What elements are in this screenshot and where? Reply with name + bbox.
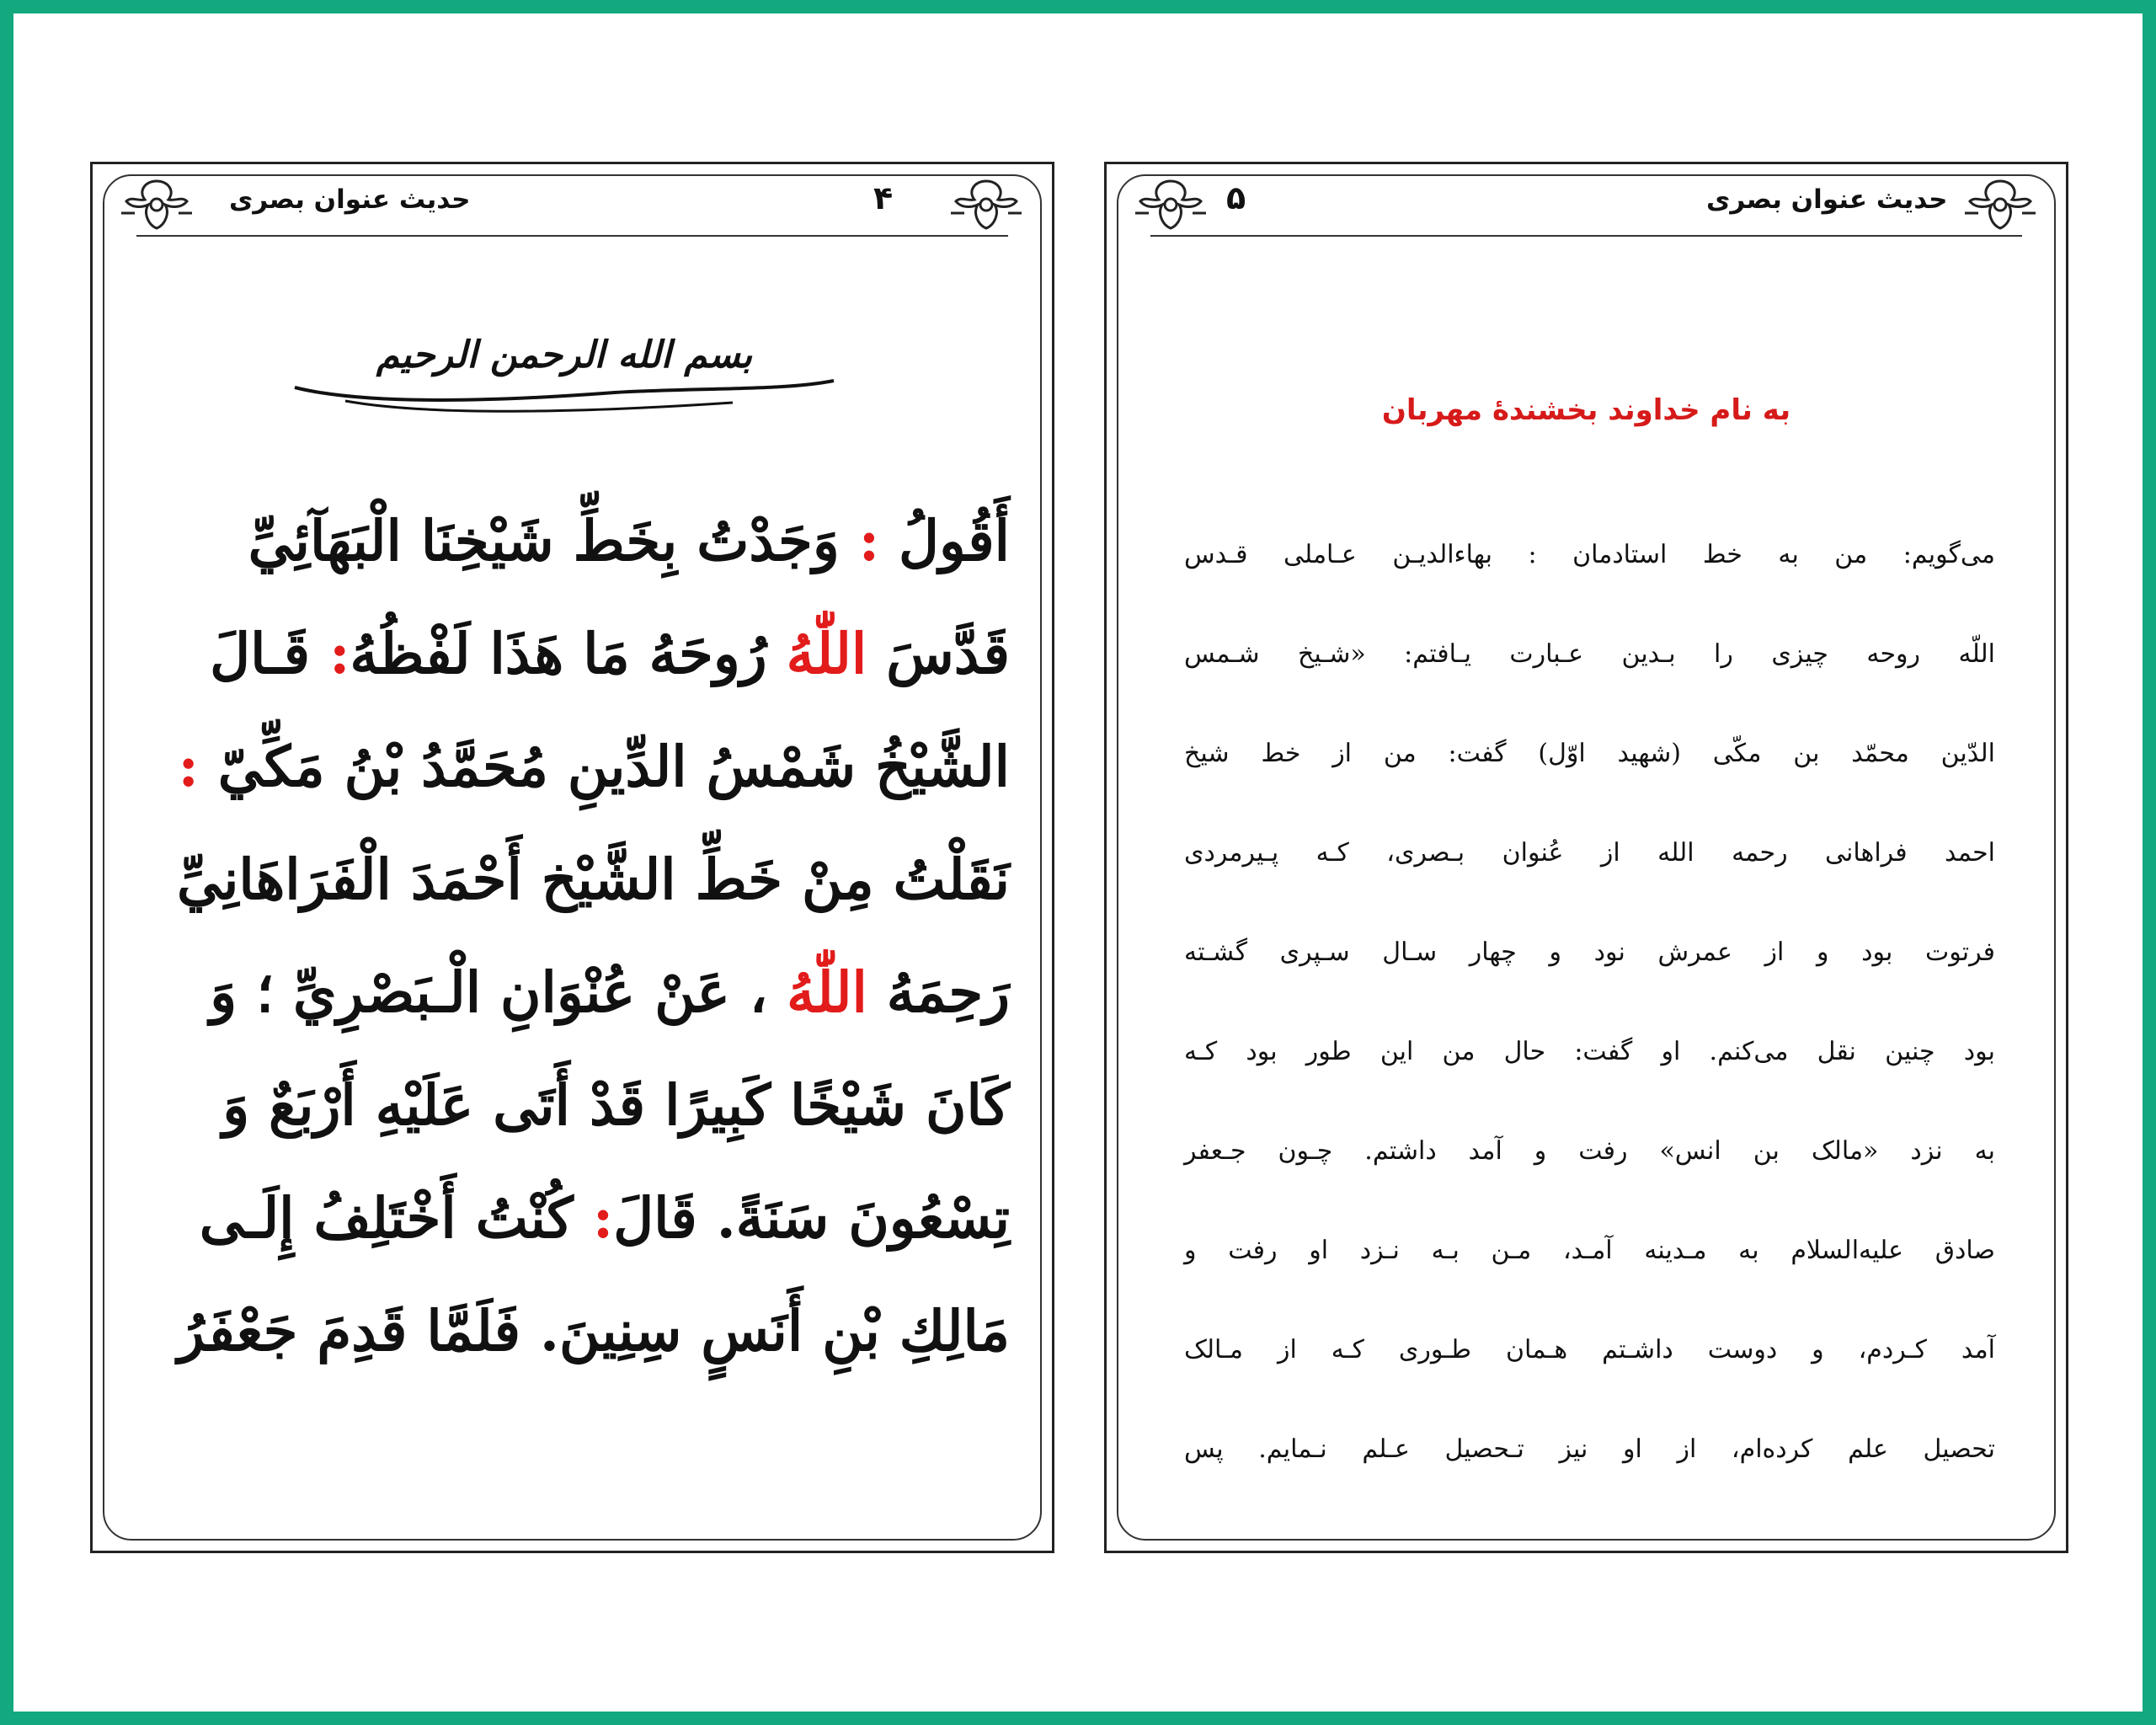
page-heading: به نام خداوند بخشندهٔ مهربان bbox=[1381, 393, 1791, 427]
header-title: حديث عنوان بصرى bbox=[229, 184, 471, 215]
basmala-text: بسم الله الرحمن الرحيم bbox=[376, 334, 753, 377]
page-number: ۴ bbox=[873, 179, 894, 216]
arabic-text-line bbox=[135, 710, 1010, 823]
text-segment: ، عَنْ عُنْوَانِ الْـبَصْرِيِّ ؛ وَ bbox=[210, 959, 787, 1025]
persian-text-line: الدّین محمّد بن مکّی (شهید اوّل) گفت: من از خط شیخ bbox=[1184, 739, 1995, 768]
left-page bbox=[90, 162, 1054, 1553]
text-segment: الشَّيْخُ شَمْسُ الدِّينِ مُحَمَّدُ بْنُ مَكِّيّ bbox=[198, 734, 1010, 799]
highlighted-word: اللّٰهُ bbox=[786, 621, 867, 686]
text-segment: مَالِكِ بْنِ أَنَسٍ سِنِينَ. فَلَمَّا قَدِمَ جَعْفَرُ bbox=[177, 1298, 1010, 1364]
text-segment: كَانَ شَيْخًا كَبِيرًا قَدْ أَتَى عَلَيْهِ أَرْبَعٌ وَ bbox=[222, 1072, 1010, 1138]
page-number: ۵ bbox=[1226, 179, 1246, 216]
book-spread bbox=[13, 13, 2143, 1712]
text-segment: رَحِمَهُ bbox=[867, 959, 1010, 1025]
highlighted-word: : bbox=[329, 621, 350, 686]
persian-text-line: احمد فراهانی رحمه الله از عُنوان بـصری، کـه پـیرمردی bbox=[1184, 838, 1995, 868]
persian-text-line: بود چنین نقل می‌کنم. او گفت: حال من این طور بود کـه bbox=[1184, 1037, 1995, 1066]
text-segment: نَقَلْتُ مِنْ خَطِّ الشَّيْخ أَحْمَدَ الْفَرَاهَانِيِّ bbox=[176, 846, 1010, 912]
arabic-text-line bbox=[135, 597, 1010, 710]
header-title: حدیث عنوان بصری bbox=[1706, 184, 1948, 215]
floral-ornament-icon bbox=[1963, 176, 2037, 235]
text-segment: رُوحَهُ مَا هَذَا لَفْظُهُ bbox=[350, 621, 787, 686]
highlighted-word: : bbox=[178, 734, 199, 799]
arabic-text-line bbox=[135, 823, 1010, 936]
floral-ornament-icon bbox=[120, 176, 194, 235]
highlighted-word: : bbox=[592, 1185, 614, 1251]
persian-translation-text bbox=[1184, 505, 1995, 1499]
right-page-header bbox=[1117, 174, 2056, 237]
floral-ornament-icon bbox=[949, 176, 1023, 235]
persian-text-line: آمد کـردم، و دوست داشـتم هـمان طـوری کـه از مـالک bbox=[1184, 1335, 1995, 1365]
persian-text-line: صادق علیه‌السلام به مـدینه آمـد، مـن بـه نـزد او رفت و bbox=[1184, 1236, 1995, 1265]
persian-text-line: اللّه روحه چیزی را بـدین عـبارت یـافتم: «شـیخ شـمس bbox=[1184, 639, 1995, 669]
arabic-text-line bbox=[135, 484, 1010, 597]
text-segment: كُنْتُ أَخْتَلِفُ إِلَـى bbox=[199, 1185, 593, 1251]
text-segment: أَقُولُ bbox=[879, 508, 1010, 574]
persian-text-line: می‌گویم: من به خط استادمان : بهاءالدیـن عـاملی قـدس bbox=[1184, 540, 1995, 569]
text-segment: قَدَّسَ bbox=[867, 621, 1010, 686]
highlighted-word: اللّٰهُ bbox=[787, 959, 867, 1025]
persian-text-line: به نزد «مالک بن انس» رفت و آمد داشتم. چـون جـعفر bbox=[1184, 1136, 1995, 1166]
arabic-hadith-text bbox=[135, 484, 1010, 1387]
text-segment: تِسْعُونَ سَنَةً. قَالَ bbox=[613, 1185, 1010, 1251]
arabic-text-line bbox=[135, 1049, 1010, 1162]
persian-text-line: تحصیل علم کرده‌ام، از او نیز تـحصیل عـلم نـمایم. پس bbox=[1184, 1434, 1995, 1464]
arabic-text-line bbox=[135, 1274, 1010, 1387]
persian-text-line: فرتوت بود و از عمرش نود و چهار سـال سـپری گشـته bbox=[1184, 937, 1995, 967]
basmala-calligraphy bbox=[261, 328, 867, 421]
highlighted-word: : bbox=[858, 508, 880, 574]
right-page bbox=[1104, 162, 2068, 1553]
text-segment: قَـالَ bbox=[210, 621, 330, 686]
floral-ornament-icon bbox=[1134, 176, 1208, 235]
arabic-text-line bbox=[135, 936, 1010, 1049]
arabic-text-line bbox=[135, 1162, 1010, 1274]
text-segment: وَجَدْتُ بِخَطِّ شَيْخِنَا الْبَهَآئِيِّ bbox=[248, 508, 859, 574]
left-page-header bbox=[103, 174, 1042, 237]
